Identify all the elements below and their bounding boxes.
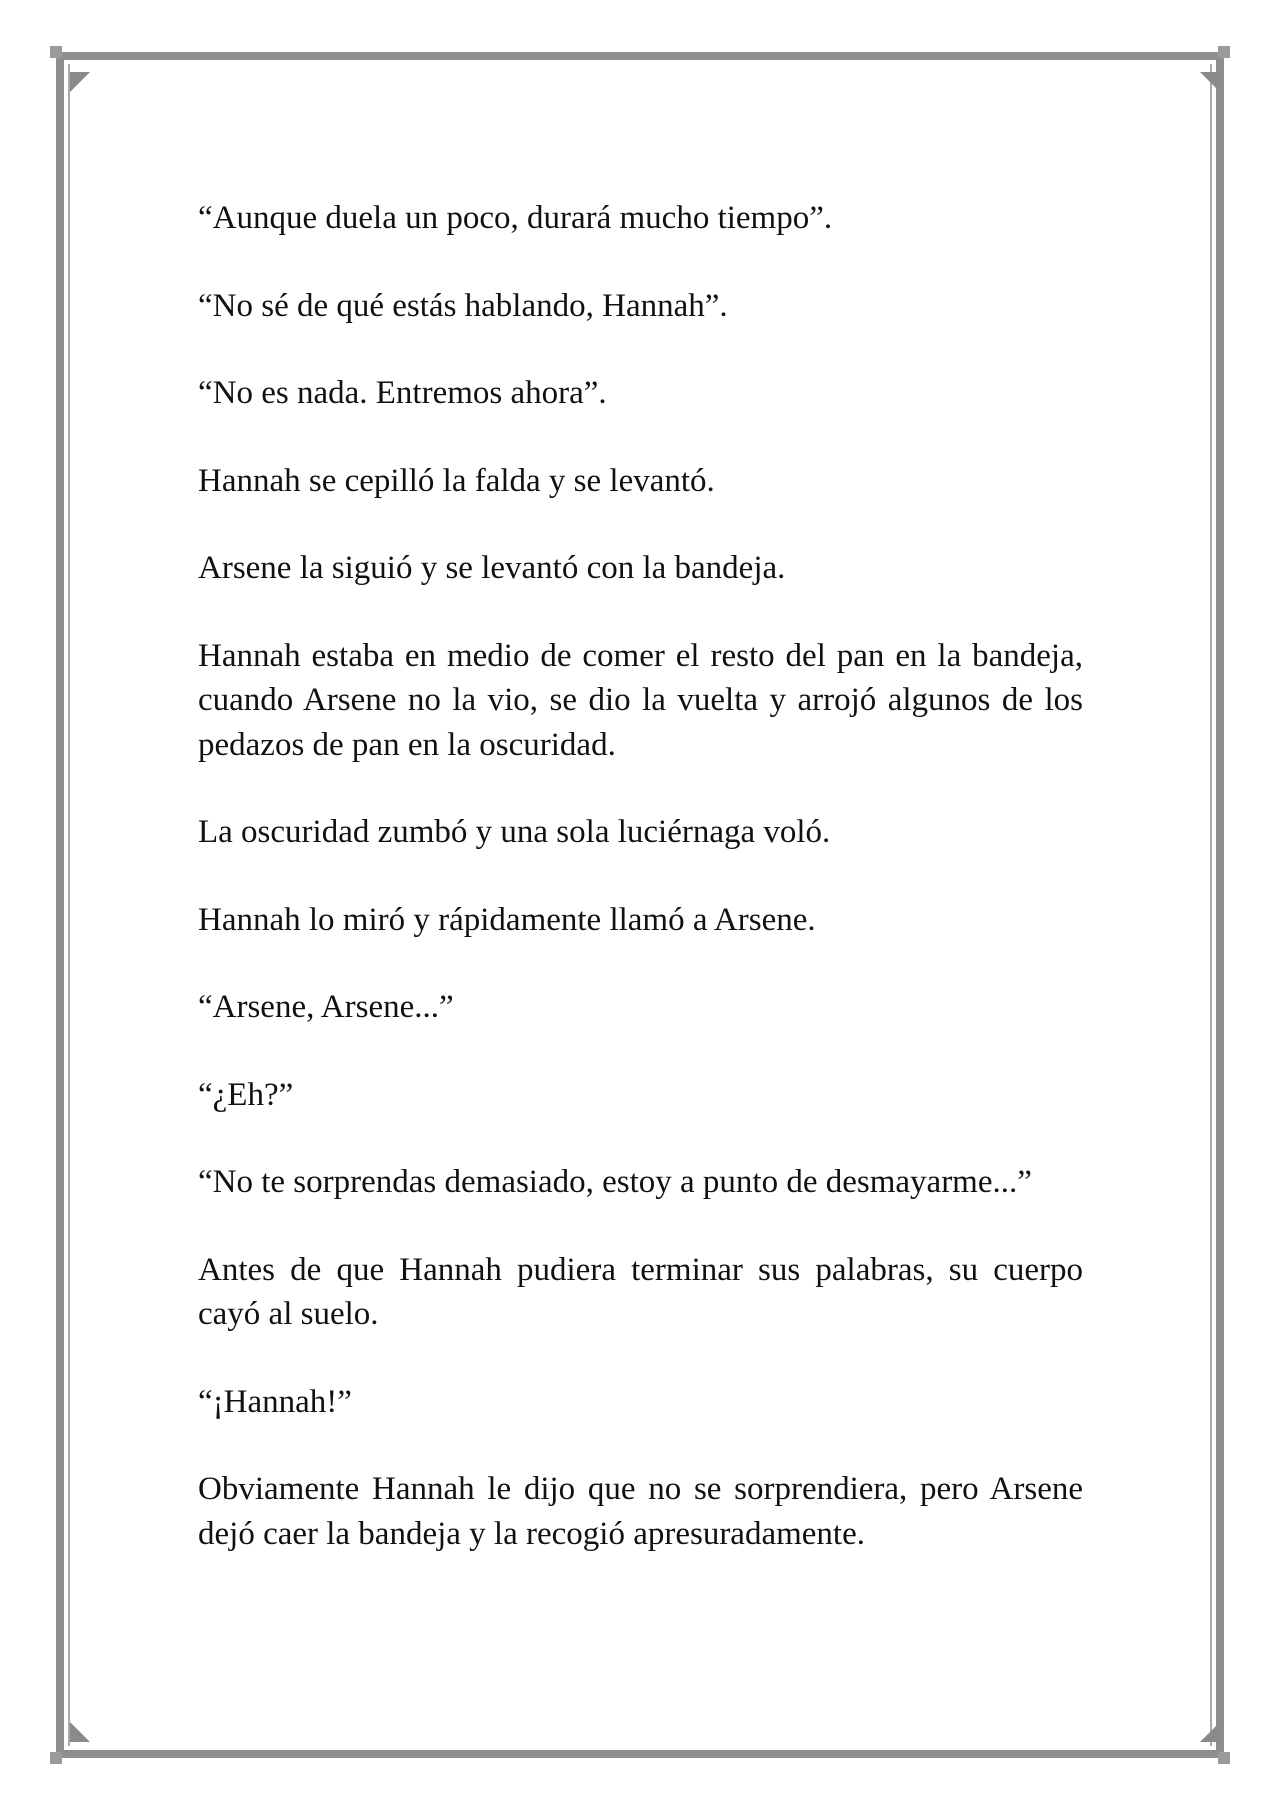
paragraph: Hannah lo miró y rápidamente llamó a Arsene. (198, 901, 816, 938)
paragraph: “Aunque duela un poco, durará mucho tiempo”. (198, 200, 833, 236)
paragraph: “No sé de qué estás hablando, Hannah”. (198, 287, 728, 324)
corner-ornament-top-left (50, 46, 62, 58)
corner-triangle-bottom-right (1200, 1722, 1220, 1742)
story-text (198, 196, 1083, 1599)
paragraph: Hannah se cepilló la falda y se levantó. (198, 462, 715, 499)
paragraph: “Arsene, Arsene...” (198, 989, 454, 1025)
paragraph: “No es nada. Entremos ahora”. (198, 375, 607, 411)
corner-triangle-top-right (1200, 72, 1220, 92)
paragraph: “¿Eh?” (198, 1076, 294, 1113)
paragraph: Arsene la siguió y se levantó con la bandeja. (198, 550, 786, 586)
frame-bottom-border (56, 1750, 1224, 1758)
frame-right-border (1216, 52, 1224, 1758)
paragraph: Hannah estaba en medio de comer el resto del pan en la bandeja, cuando Arsene no la vio, se dio la vuelta y arrojó algunos de los pedazos de pan en la oscuridad. (198, 637, 1083, 763)
frame-right-inner-line (1210, 64, 1212, 1746)
corner-ornament-top-right (1218, 46, 1230, 58)
corner-triangle-top-left (70, 72, 90, 92)
paragraph: La oscuridad zumbó y una sola luciérnaga voló. (198, 814, 831, 850)
paragraph: Obviamente Hannah le dijo que no se sorprendiera, pero Arsene dejó caer la bandeja y la recogió apresuradamente. (198, 1471, 1083, 1552)
corner-triangle-bottom-left (70, 1722, 90, 1742)
corner-ornament-bottom-left (50, 1752, 62, 1764)
paragraph: “¡Hannah!” (198, 1383, 352, 1420)
frame-top-border (56, 52, 1224, 60)
paragraph: Antes de que Hannah pudiera terminar sus palabras, su cuerpo cayó al suelo. (198, 1251, 1083, 1332)
corner-ornament-bottom-right (1218, 1752, 1230, 1764)
paragraph: “No te sorprendas demasiado, estoy a punto de desmayarme...” (198, 1164, 1032, 1200)
frame-left-border (56, 52, 64, 1758)
frame-left-inner-line (68, 64, 70, 1746)
